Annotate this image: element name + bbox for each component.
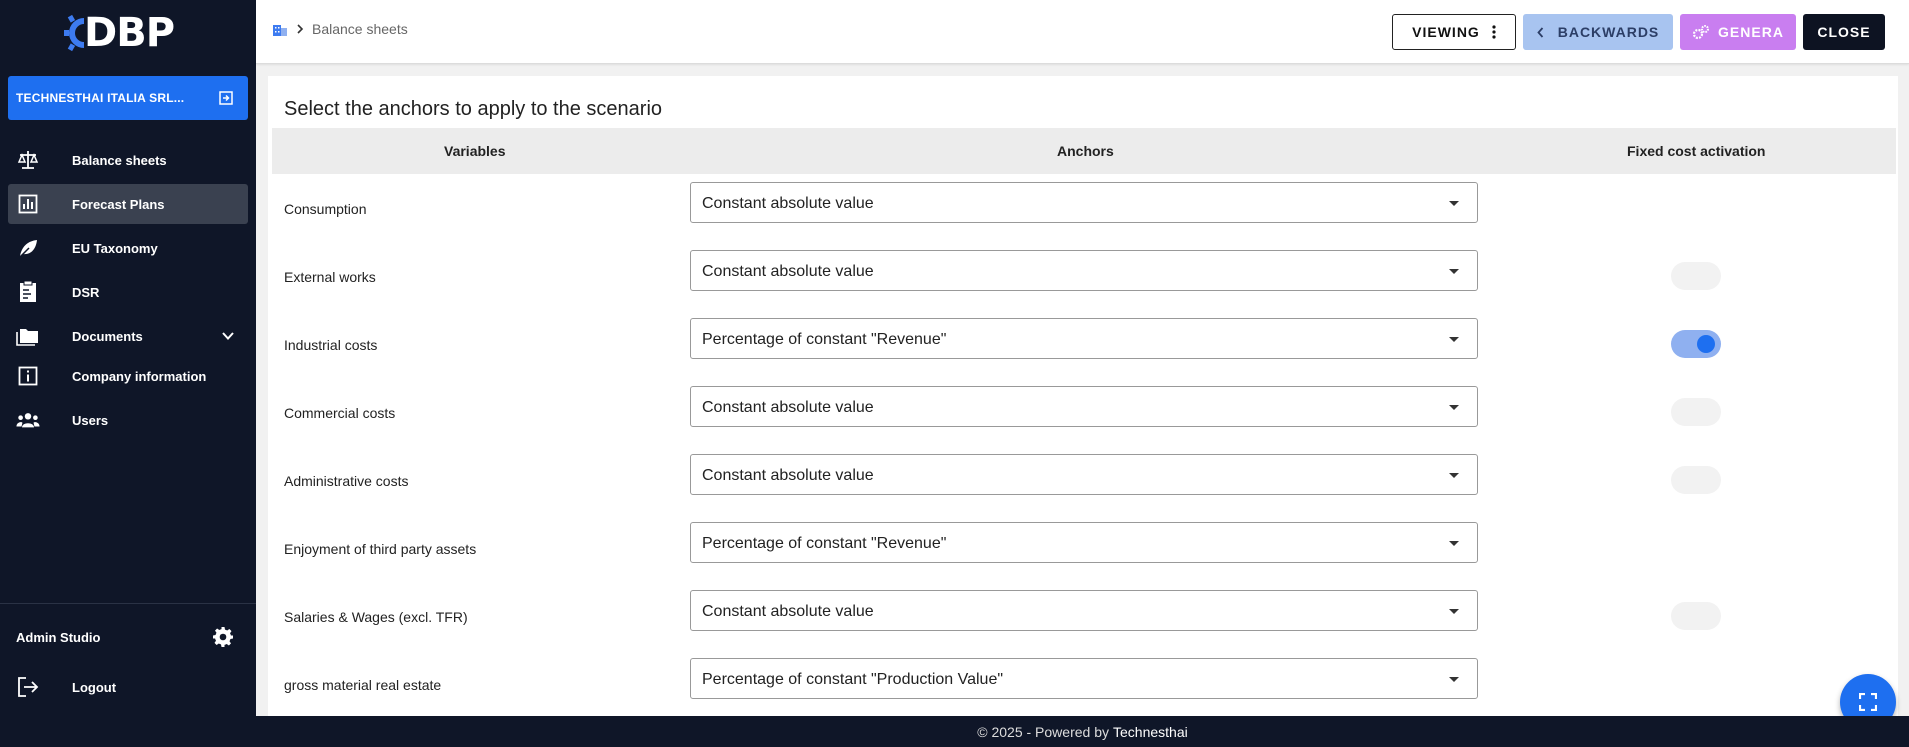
variable-name: External works bbox=[284, 269, 376, 285]
sidebar-item-label: Users bbox=[72, 412, 109, 428]
sidebar-item-dsr[interactable] bbox=[8, 272, 248, 312]
variable-name: Enjoyment of third party assets bbox=[284, 541, 477, 557]
gear-logo-icon bbox=[64, 14, 86, 52]
anchor-select[interactable] bbox=[690, 318, 1478, 359]
variable-name: Administrative costs bbox=[284, 473, 409, 489]
column-header-variables: Variables bbox=[444, 143, 506, 159]
main-content bbox=[256, 0, 1909, 716]
toggle-knob bbox=[1697, 335, 1715, 353]
admin-studio-label: Admin Studio bbox=[16, 629, 101, 645]
sidebar-item-label: Logout bbox=[72, 679, 117, 695]
table-row bbox=[268, 516, 1898, 584]
anchor-select[interactable] bbox=[690, 522, 1478, 563]
gears-icon bbox=[1692, 24, 1710, 40]
variable-name: gross material real estate bbox=[284, 677, 442, 693]
users-icon bbox=[16, 408, 40, 432]
caret-down-icon bbox=[1449, 541, 1459, 546]
more-vertical-icon bbox=[1492, 25, 1496, 39]
fixed-cost-toggle[interactable] bbox=[1671, 330, 1721, 358]
table-row bbox=[268, 380, 1898, 448]
sidebar bbox=[0, 0, 256, 747]
variable-name: Commercial costs bbox=[284, 405, 396, 421]
variable-name: Consumption bbox=[284, 201, 367, 217]
footer-text: © 2025 - Powered by bbox=[977, 723, 1109, 740]
anchor-value: Constant absolute value bbox=[702, 467, 874, 484]
fixed-cost-toggle[interactable] bbox=[1671, 602, 1721, 630]
sidebar-item-label: EU Taxonomy bbox=[72, 240, 158, 256]
anchor-value: Constant absolute value bbox=[702, 399, 874, 416]
sidebar-item-admin-studio[interactable] bbox=[8, 617, 248, 657]
column-header-anchors: Anchors bbox=[1057, 143, 1114, 159]
table-row bbox=[268, 448, 1898, 516]
breadcrumb bbox=[272, 21, 408, 37]
page-title: Select the anchors to apply to the scenario bbox=[284, 98, 663, 120]
folder-icon bbox=[16, 324, 40, 348]
table-header bbox=[272, 128, 1896, 174]
table-row bbox=[268, 244, 1898, 312]
anchor-select[interactable] bbox=[690, 590, 1478, 631]
app-logo[interactable] bbox=[64, 10, 175, 56]
leaf-icon bbox=[16, 236, 40, 260]
table-row bbox=[268, 176, 1898, 244]
anchor-value: Constant absolute value bbox=[702, 195, 874, 212]
sidebar-item-label: Documents bbox=[72, 328, 143, 344]
company-name: TECHNESTHAI ITALIA SRL... bbox=[16, 91, 185, 105]
fixed-cost-toggle[interactable] bbox=[1671, 262, 1721, 290]
viewing-button[interactable] bbox=[1392, 14, 1516, 50]
sidebar-item-company-information[interactable] bbox=[8, 356, 248, 396]
login-icon bbox=[218, 90, 234, 106]
breadcrumb-current[interactable]: Balance sheets bbox=[312, 21, 408, 37]
genera-label: GENERA bbox=[1718, 24, 1784, 40]
anchor-select[interactable] bbox=[690, 182, 1478, 223]
column-header-fixed-cost: Fixed cost activation bbox=[1627, 143, 1766, 159]
backwards-label: BACKWARDS bbox=[1557, 24, 1660, 40]
anchor-value: Percentage of constant "Revenue" bbox=[702, 331, 947, 348]
anchor-value: Percentage of constant "Production Value" bbox=[702, 671, 1004, 688]
close-label: CLOSE bbox=[1817, 24, 1871, 40]
bar-chart-icon bbox=[16, 192, 40, 216]
sidebar-item-documents[interactable] bbox=[8, 316, 248, 356]
logout-icon bbox=[16, 675, 40, 699]
caret-down-icon bbox=[1449, 405, 1459, 410]
building-icon[interactable] bbox=[272, 22, 288, 36]
chevron-down-icon[interactable] bbox=[220, 328, 236, 344]
table-row bbox=[268, 584, 1898, 652]
footer bbox=[256, 716, 1909, 747]
anchor-value: Constant absolute value bbox=[702, 603, 874, 620]
scale-icon bbox=[16, 148, 40, 172]
close-button[interactable] bbox=[1803, 14, 1885, 50]
caret-down-icon bbox=[1449, 269, 1459, 274]
anchor-value: Constant absolute value bbox=[702, 263, 874, 280]
logo-text: DBP bbox=[84, 10, 175, 56]
chevron-left-icon bbox=[1537, 27, 1544, 38]
caret-down-icon bbox=[1449, 677, 1459, 682]
sidebar-item-balance-sheets[interactable] bbox=[8, 140, 248, 180]
caret-down-icon bbox=[1449, 337, 1459, 342]
anchor-select[interactable] bbox=[690, 386, 1478, 427]
anchor-select[interactable] bbox=[690, 250, 1478, 291]
variable-name: Salaries & Wages (excl. TFR) bbox=[284, 609, 468, 625]
fullscreen-icon bbox=[1859, 693, 1877, 711]
fixed-cost-toggle[interactable] bbox=[1671, 398, 1721, 426]
sidebar-item-users[interactable] bbox=[8, 400, 248, 440]
chevron-right-icon bbox=[296, 24, 304, 34]
top-bar bbox=[256, 0, 1909, 64]
genera-button[interactable] bbox=[1680, 14, 1796, 50]
company-selector[interactable] bbox=[8, 76, 248, 120]
table-row bbox=[268, 312, 1898, 380]
info-icon bbox=[16, 364, 40, 388]
anchor-select[interactable] bbox=[690, 658, 1478, 699]
fixed-cost-toggle[interactable] bbox=[1671, 466, 1721, 494]
variable-name: Industrial costs bbox=[284, 337, 378, 353]
viewing-label: VIEWING bbox=[1412, 24, 1480, 40]
footer-brand-link[interactable]: Technesthai bbox=[1113, 723, 1188, 740]
sidebar-item-label: Forecast Plans bbox=[72, 196, 165, 212]
sidebar-item-logout[interactable] bbox=[8, 667, 248, 707]
gear-icon[interactable] bbox=[212, 626, 234, 648]
anchors-card bbox=[268, 76, 1898, 716]
backwards-button[interactable] bbox=[1523, 14, 1673, 50]
sidebar-item-label: DSR bbox=[72, 284, 100, 300]
sidebar-item-label: Company information bbox=[72, 368, 207, 384]
sidebar-item-label: Balance sheets bbox=[72, 152, 167, 168]
table-row bbox=[268, 652, 1898, 720]
sidebar-item-forecast-plans[interactable] bbox=[8, 184, 248, 224]
sidebar-divider bbox=[0, 603, 256, 604]
caret-down-icon bbox=[1449, 473, 1459, 478]
clipboard-icon bbox=[16, 280, 40, 304]
sidebar-item-eu-taxonomy[interactable] bbox=[8, 228, 248, 268]
anchor-value: Percentage of constant "Revenue" bbox=[702, 535, 947, 552]
caret-down-icon bbox=[1449, 201, 1459, 206]
caret-down-icon bbox=[1449, 609, 1459, 614]
anchor-select[interactable] bbox=[690, 454, 1478, 495]
